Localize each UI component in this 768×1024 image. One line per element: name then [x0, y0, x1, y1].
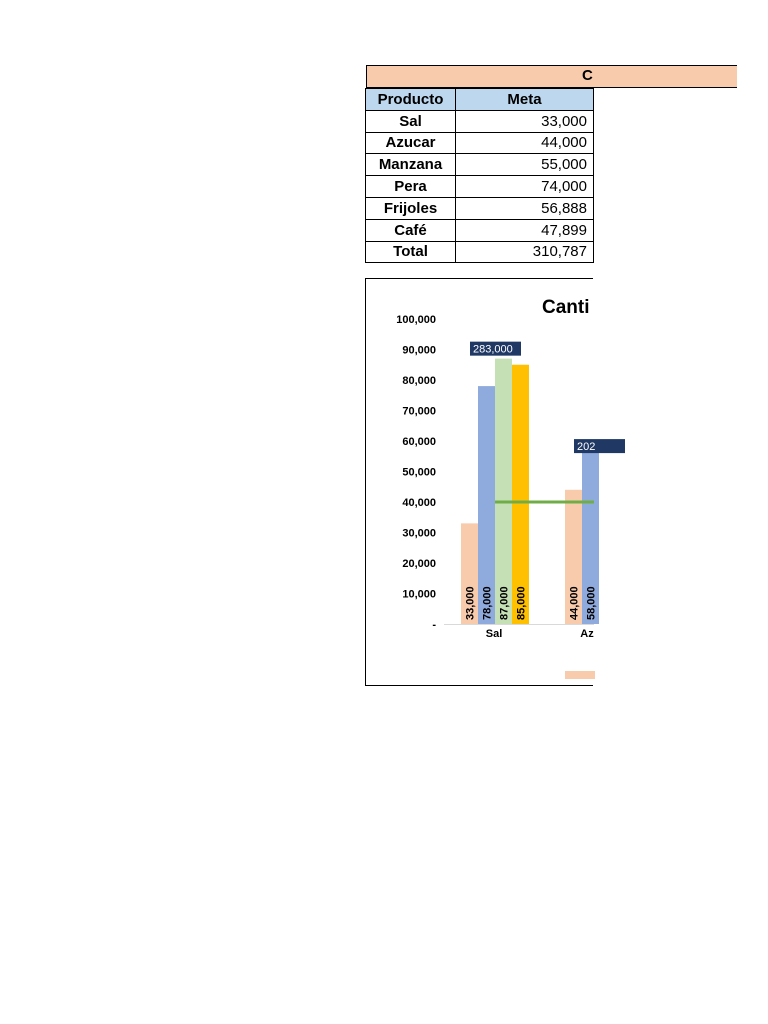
header-producto[interactable]: Producto — [366, 89, 456, 111]
y-tick-label: 60,000 — [402, 436, 436, 448]
sheet-title: C — [582, 67, 593, 84]
cell-producto[interactable]: Azucar — [366, 132, 456, 154]
bar-value-label: 87,000 — [498, 586, 511, 620]
total-label: 202 — [577, 441, 596, 454]
table-row — [366, 241, 594, 263]
cell-producto[interactable]: Total — [366, 241, 456, 263]
bar-value-label: 44,000 — [568, 586, 581, 620]
bar-value-label: 85,000 — [515, 586, 528, 620]
x-tick-label: Sal — [485, 628, 503, 640]
bar — [495, 359, 512, 624]
chart-area[interactable] — [365, 278, 598, 686]
cell-meta[interactable]: 74,000 — [456, 176, 594, 198]
cell-producto[interactable]: Manzana — [366, 154, 456, 176]
table-row — [366, 110, 594, 132]
y-tick-label: - — [432, 619, 436, 631]
cell-meta[interactable]: 55,000 — [456, 154, 594, 176]
sheet-title-bar — [366, 65, 737, 88]
table-row — [366, 154, 594, 176]
y-tick-label: 90,000 — [402, 344, 436, 357]
y-tick-label: 20,000 — [402, 558, 436, 570]
legend-swatch[interactable] — [565, 671, 595, 679]
table-header-row — [366, 89, 594, 111]
cell-meta[interactable]: 33,000 — [456, 110, 594, 132]
cell-producto[interactable]: Frijoles — [366, 197, 456, 219]
y-tick-label: 30,000 — [402, 527, 436, 540]
bar-chart — [366, 279, 598, 687]
table-row — [366, 132, 594, 154]
y-tick-label: 10,000 — [402, 588, 436, 601]
chart-title: Canti — [542, 297, 590, 318]
cell-producto[interactable]: Pera — [366, 176, 456, 198]
bar-value-label: 33,000 — [464, 586, 477, 620]
cell-meta[interactable]: 310,787 — [456, 241, 594, 263]
chart-bars — [461, 342, 625, 624]
total-label: 283,000 — [473, 343, 513, 356]
x-axis — [444, 625, 595, 680]
table-row — [366, 197, 594, 219]
header-meta[interactable]: Meta — [456, 89, 594, 111]
cell-producto[interactable]: Café — [366, 219, 456, 241]
cell-producto[interactable]: Sal — [366, 110, 456, 132]
y-axis — [396, 314, 436, 631]
cell-meta[interactable]: 56,888 — [456, 197, 594, 219]
y-tick-label: 50,000 — [402, 466, 436, 479]
cell-meta[interactable]: 47,899 — [456, 219, 594, 241]
table-row — [366, 219, 594, 241]
y-tick-label: 100,000 — [396, 314, 436, 326]
bar-value-label: 78,000 — [481, 586, 494, 620]
meta-table — [365, 88, 594, 263]
y-tick-label: 70,000 — [402, 405, 436, 418]
x-tick-label: Az — [580, 628, 594, 640]
y-tick-label: 80,000 — [402, 375, 436, 387]
table-row — [366, 176, 594, 198]
y-tick-label: 40,000 — [402, 497, 436, 509]
cell-meta[interactable]: 44,000 — [456, 132, 594, 154]
bar-value-label: 58,000 — [585, 586, 598, 620]
bar — [512, 365, 529, 624]
